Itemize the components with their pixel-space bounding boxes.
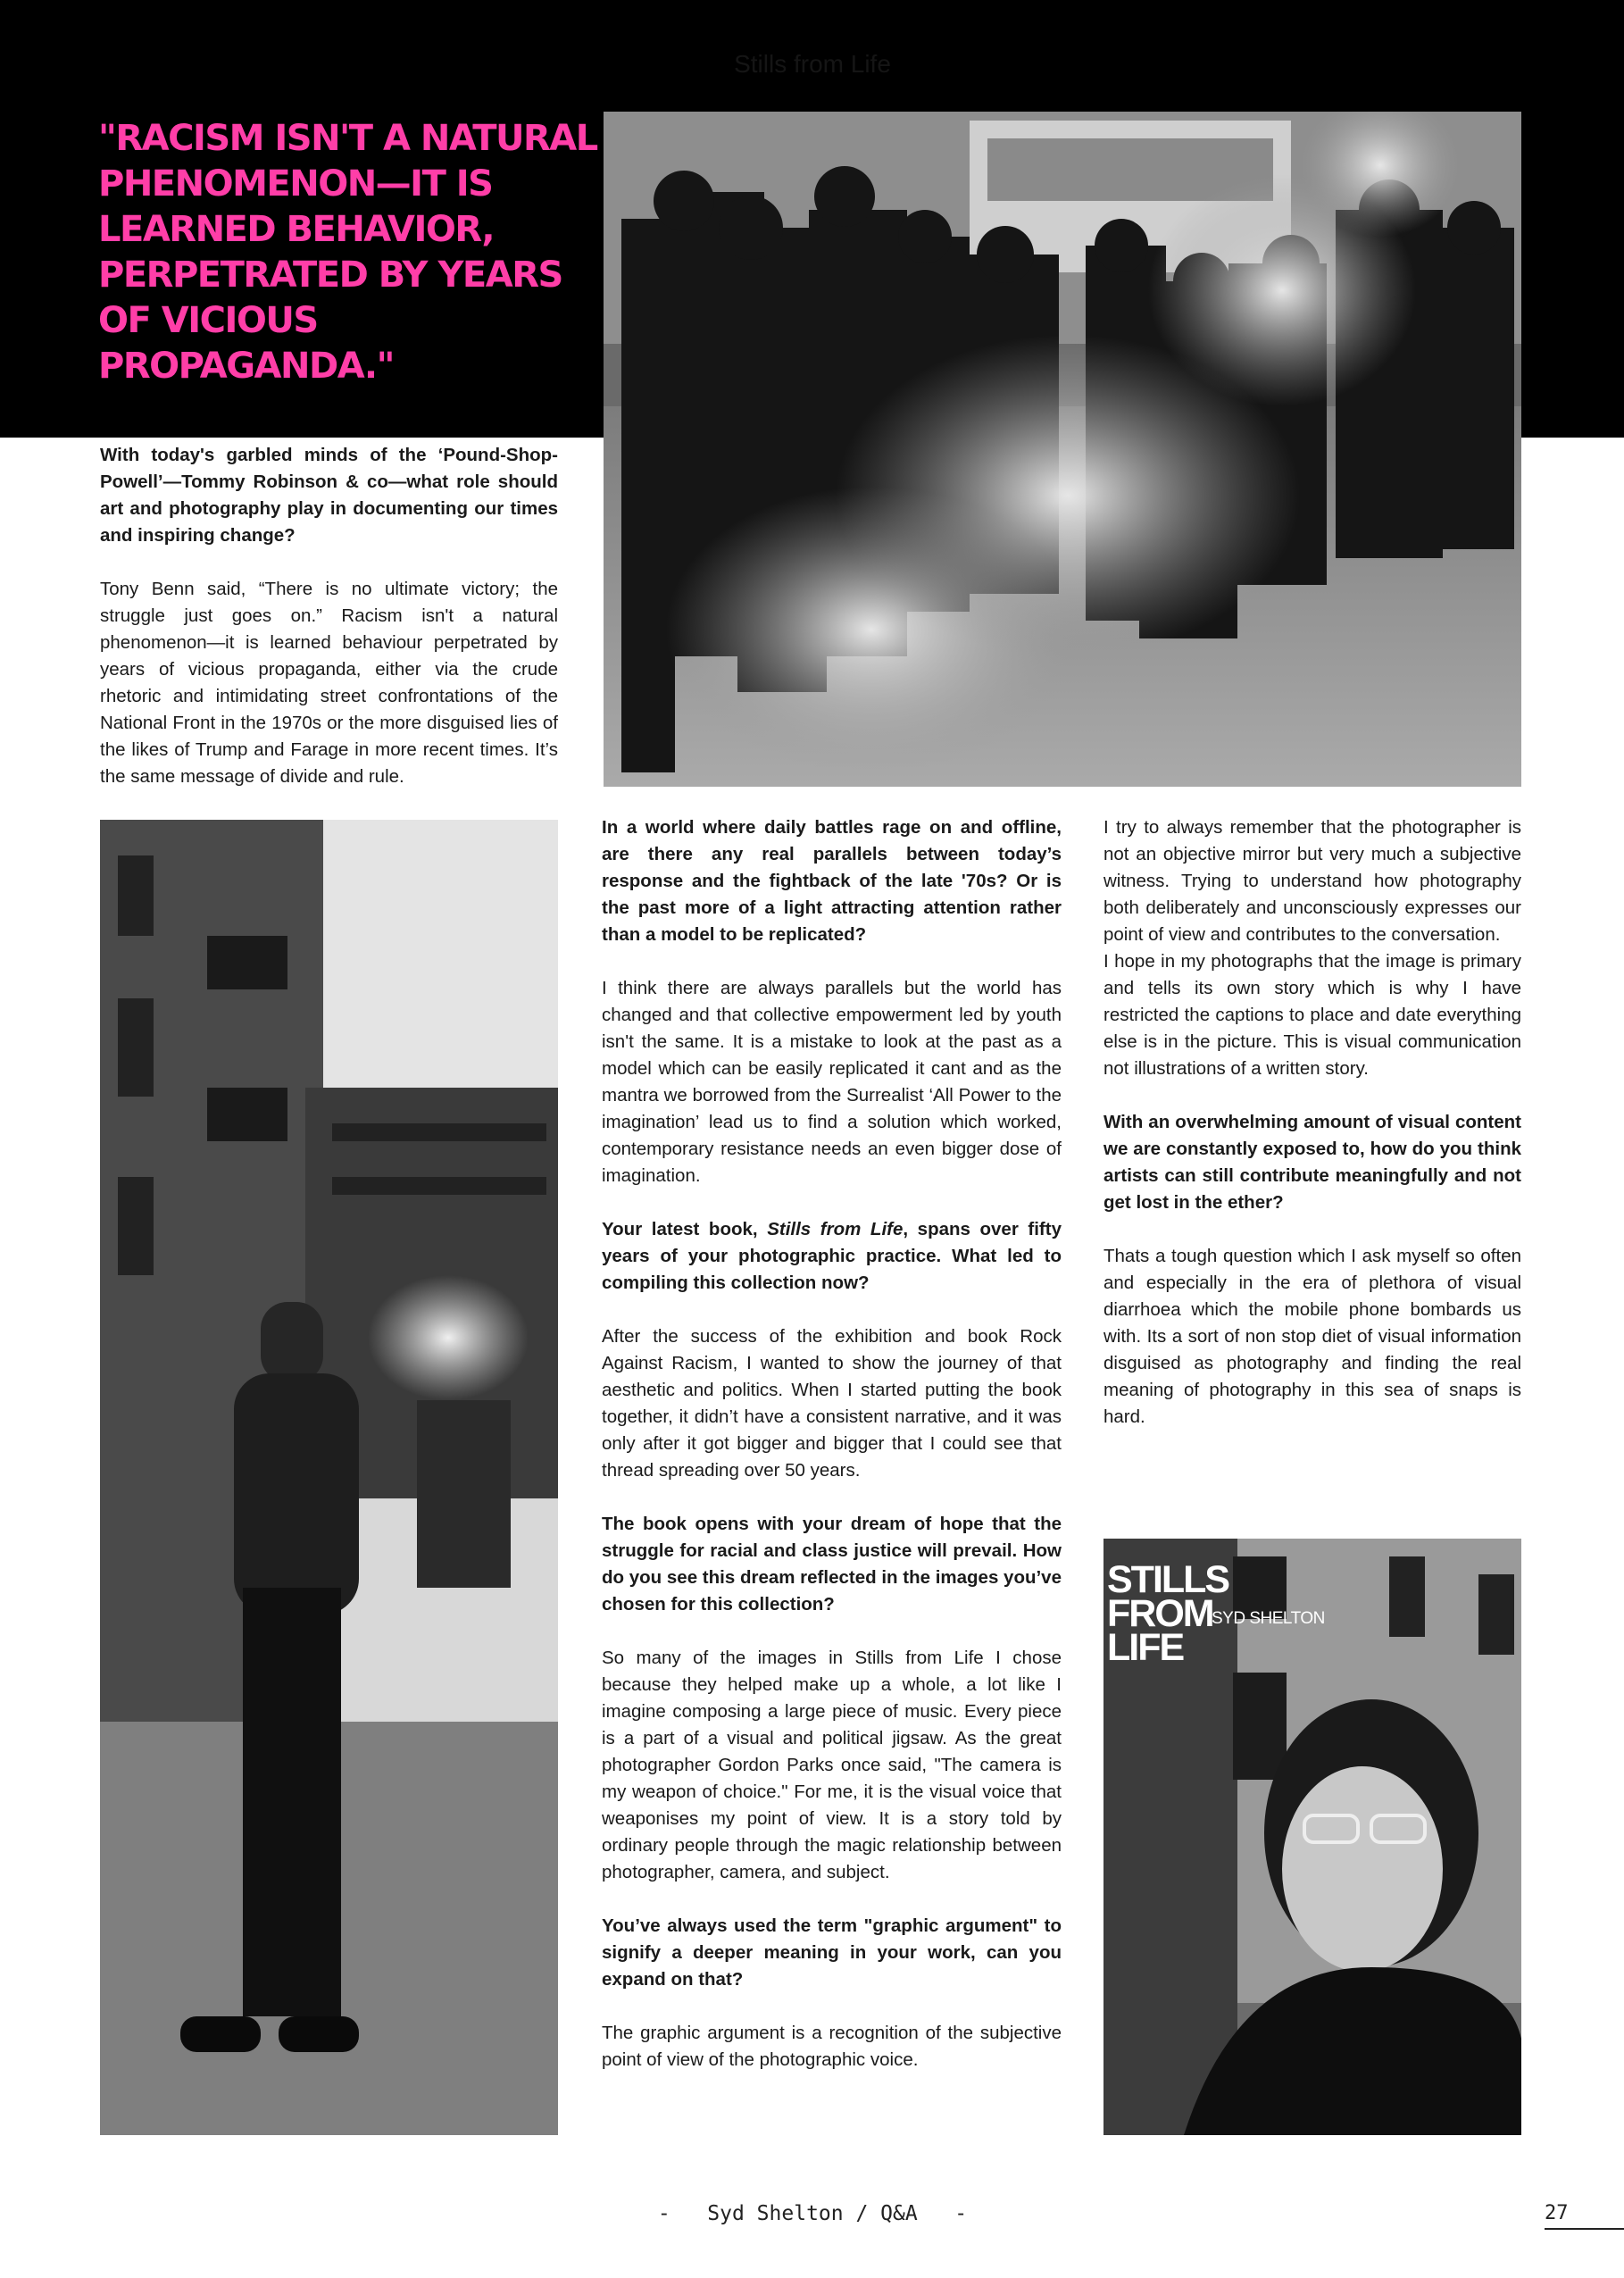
- answer-dream-of-hope: So many of the images in Stills from Life I chose because they helped make up a whole, a lot like I imagine composing a large piece of music. Every piece is a part of a visual and political jigsaw. As the great photographer Gordon Parks once said, "The camera is my weapon of choice." For me, it is the visual voice that weaponises my point of view. It is a story told by ordinary people through the magic relationship between photographer, camera, and subject.: [602, 1648, 1062, 1882]
- column-middle: [602, 814, 1062, 2074]
- answer-parallels: I think there are always parallels but the world has changed and that collective empowerment led by youth isn't the same. It is a mistake to look at the past as a model which can be easily replicated it cant and as the mantra we borrowed from the Surrealist ‘All Power to the imagination’ lead us to find a solution which worked, contemporary resistance needs an even bigger dose of imagination.: [602, 978, 1062, 1186]
- photo-police-protest: [604, 112, 1521, 787]
- question-graphic-argument: You’ve always used the term "graphic argument" to signify a deeper meaning in your work, can you expand on that?: [602, 1915, 1062, 1990]
- answer-art-and-photography: Tony Benn said, “There is no ultimate victory; the struggle just goes on.” Racism isn't a natural phenomenon—it is learned behaviour perpetrated by years of vicious propaganda, either via the crude rhetoric and intimidating street confrontations of the National Front in the 1970s or the more disguised lies of the likes of Trump and Farage in more recent times. It’s the same message of divide and rule.: [100, 579, 558, 787]
- question-parallels: In a world where daily battles rage on and offline, are there any real parallels between today’s response and the fightback of the late '70s? Or is the past more of a light attracting attention rather than a model to be replicated?: [602, 817, 1062, 945]
- question-latest-book: Your latest book, Stills from Life, spans over fifty years of your photographic practice. What led to compiling this collection now?: [602, 1219, 1062, 1293]
- answer-visual-content: Thats a tough question which I ask myself so often and especially in the era of plethora of visual diarrhoea which the mobile phone bombards us with. Its a sort of non stop diet of visual information disguised as photography and finding the real meaning of photography in this sea of snaps is hard.: [1103, 1246, 1521, 1427]
- question-dream-of-hope: The book opens with your dream of hope that the struggle for racial and class justice will prevail. How do you see this dream reflected in the images you’ve chosen for this collection?: [602, 1514, 1062, 1615]
- page-number-rule: [1545, 2228, 1624, 2230]
- answer-latest-book: After the success of the exhibition and book Rock Against Racism, I wanted to show the journey of that aesthetic and politics. When I started putting the book together, it didn’t have a consistent narrative, and it was only after it got bigger and bigger that I could see that thread spreading over 50 years.: [602, 1326, 1062, 1481]
- page-number: 27: [1545, 2202, 1569, 2224]
- pull-quote: "RACISM ISN'T A NATURAL PHENOMENON—IT IS LEARNED BEHAVIOR, PERPETRATED BY YEARS OF VICIOUS PROPAGANDA.": [98, 118, 597, 387]
- answer-graphic-argument-cont-1: I try to always remember that the photographer is not an objective mirror but very much a subjective witness. Trying to understand how photography both deliberately and unconsciously expresses our point of view and contributes to the conversation.: [1103, 817, 1521, 945]
- page-footer: - Syd Shelton / Q&A -: [657, 2202, 968, 2225]
- column-left: [100, 442, 558, 790]
- book-cover-author: SYD SHELTON: [1212, 1609, 1325, 1628]
- answer-graphic-argument-cont-2: I hope in my photographs that the image is primary and tells its own story which is why I have restricted the captions to place and date everything else is in the picture. This is visual communication not illustrations of a written story.: [1103, 951, 1521, 1079]
- question-art-and-photography: With today's garbled minds of the ‘Pound-Shop-Powell’—Tommy Robinson & co—what role should art and photography play in documenting our times and inspiring change?: [100, 445, 558, 546]
- photo-boy-with-bin: [100, 820, 558, 2135]
- column-right: [1103, 814, 1521, 1431]
- answer-graphic-argument: The graphic argument is a recognition of the subjective point of view of the photographic voice.: [602, 2023, 1062, 2070]
- book-cover-title: STILLS FROM LIFE: [1107, 1558, 1229, 1669]
- question-visual-content: With an overwhelming amount of visual content we are constantly exposed to, how do you think artists can still contribute meaningfully and not get lost in the ether?: [1103, 1112, 1521, 1213]
- header-ghost-text: Stills from Life: [734, 50, 891, 78]
- book-title-italic: Stills from Life: [767, 1219, 904, 1239]
